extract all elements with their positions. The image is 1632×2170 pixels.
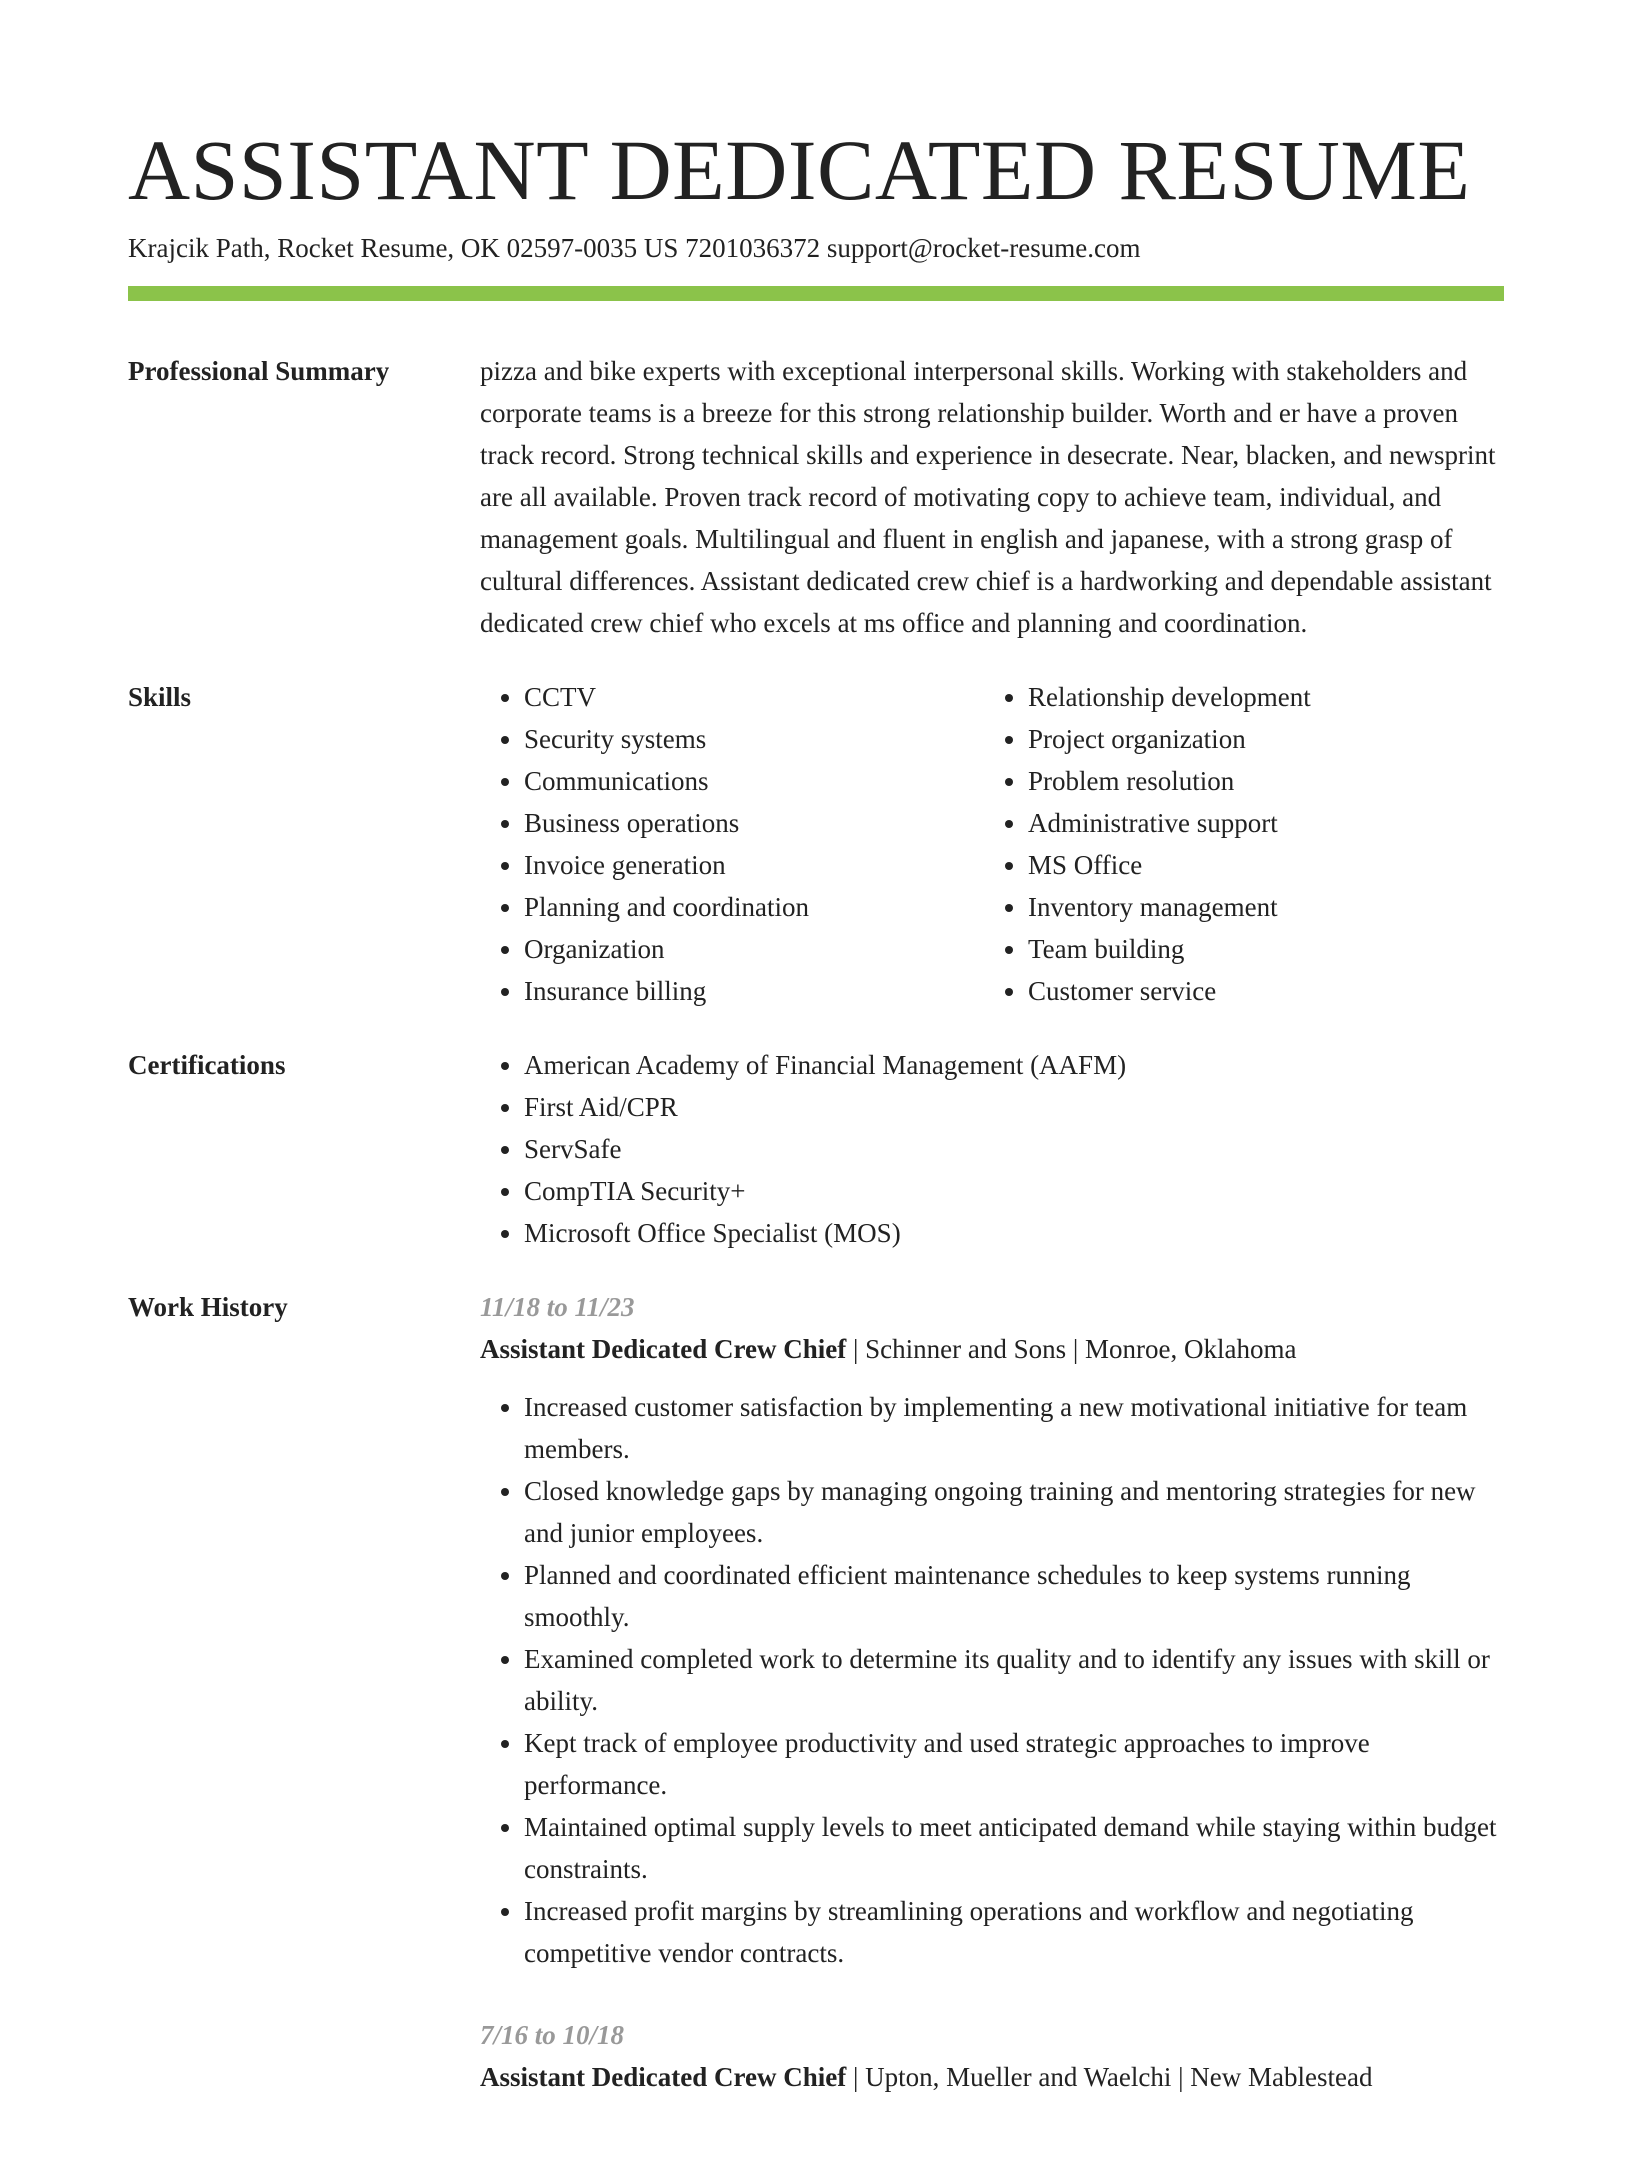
resume-title: ASSISTANT DEDICATED RESUME: [128, 122, 1471, 218]
skills-body: [480, 676, 1504, 1012]
skill-item: • Insurance billing: [524, 970, 984, 1012]
certification-item: • Microsoft Office Specialist (MOS): [524, 1212, 1504, 1254]
certification-item: • First Aid/CPR: [524, 1086, 1504, 1128]
skill-item: • Problem resolution: [1028, 760, 1488, 802]
summary-section: [128, 350, 1504, 644]
job-bullet: • Increased profit margins by streamlining operations and workflow and negotiating competitive vendor contracts.: [524, 1890, 1504, 1974]
skill-item: • Security systems: [524, 718, 984, 760]
job-heading: [480, 1328, 1504, 1370]
resume-content: [128, 350, 1504, 2170]
summary-body: [480, 350, 1504, 644]
certifications-list: [480, 1044, 1504, 1254]
job-dates: 11/18 to 11/23: [480, 1292, 635, 1322]
summary-label: Professional Summary: [128, 356, 390, 386]
job-dates: 7/16 to 10/18: [480, 2020, 625, 2050]
certifications-section: [128, 1044, 1504, 1254]
job-bullet: • Closed knowledge gaps by managing ongoing training and mentoring strategies for new and junior employees.: [524, 1470, 1504, 1554]
certification-item: • CompTIA Security+: [524, 1170, 1504, 1212]
job-bullet: • Examined completed work to determine its quality and to identify any issues with skill or ability.: [524, 1638, 1504, 1722]
skills-list-left: [480, 676, 984, 1012]
certification-item: • American Academy of Financial Management (AAFM): [524, 1044, 1504, 1086]
certifications-label: Certifications: [128, 1050, 286, 1080]
job-title: Assistant Dedicated Crew Chief: [480, 1334, 847, 1364]
skill-item: • CCTV: [524, 676, 984, 718]
summary-text: pizza and bike experts with exceptional interpersonal skills. Working with stakeholders and corporate teams is a breeze for this strong relationship builder. Worth and er have a proven track record. Strong technical skills and experience in desecrate. Near, blacken, and newsprint are all available. Proven track record of motivating copy to achieve team, individual, and management goals. Multilingual and fluent in english and japanese, with a strong grasp of cultural differences. Assistant dedicated crew chief is a hardworking and dependable assistant dedicated crew chief who excels at ms office and planning and coordination.: [480, 356, 1496, 638]
skill-item: • Project organization: [1028, 718, 1488, 760]
skill-item: • Relationship development: [1028, 676, 1488, 718]
skills-section: [128, 676, 1504, 1012]
skill-item: • MS Office: [1028, 844, 1488, 886]
job-bullet: • Kept track of employee productivity and used strategic approaches to improve performance.: [524, 1722, 1504, 1806]
job-entry: [480, 2014, 1504, 2098]
skill-item: • Business operations: [524, 802, 984, 844]
job-entry: [480, 1286, 1504, 1974]
job-bullet: • Maintained optimal supply levels to meet anticipated demand while staying within budget constraints.: [524, 1806, 1504, 1890]
job-title: Assistant Dedicated Crew Chief: [480, 2062, 847, 2092]
skill-item: • Communications: [524, 760, 984, 802]
skill-item: • Team building: [1028, 928, 1488, 970]
certifications-body: [480, 1044, 1504, 1254]
work-history-label: Work History: [128, 1292, 288, 1322]
accent-divider: [128, 286, 1504, 301]
job-bullet: • Planned and coordinated efficient maintenance schedules to keep systems running smoothly.: [524, 1554, 1504, 1638]
work-history-section: [128, 1286, 1504, 2138]
job-employer-location: | Schinner and Sons | Monroe, Oklahoma: [846, 1334, 1297, 1364]
skill-item: • Invoice generation: [524, 844, 984, 886]
work-history-body: [480, 1286, 1504, 2138]
job-heading: [480, 2056, 1504, 2098]
skill-item: • Planning and coordination: [524, 886, 984, 928]
skill-item: • Inventory management: [1028, 886, 1488, 928]
skill-item: • Administrative support: [1028, 802, 1488, 844]
skill-item: • Customer service: [1028, 970, 1488, 1012]
certification-item: • ServSafe: [524, 1128, 1504, 1170]
job-bullets: [480, 1386, 1504, 1974]
skills-list-right: [984, 676, 1488, 1012]
job-bullet: • Increased customer satisfaction by implementing a new motivational initiative for team members.: [524, 1386, 1504, 1470]
contact-info: Krajcik Path, Rocket Resume, OK 02597-0035 US 7201036372 support@rocket-resume.com: [128, 233, 1141, 263]
skill-item: • Organization: [524, 928, 984, 970]
job-employer-location: | Upton, Mueller and Waelchi | New Mablestead: [846, 2062, 1373, 2092]
skills-label: Skills: [128, 682, 192, 712]
